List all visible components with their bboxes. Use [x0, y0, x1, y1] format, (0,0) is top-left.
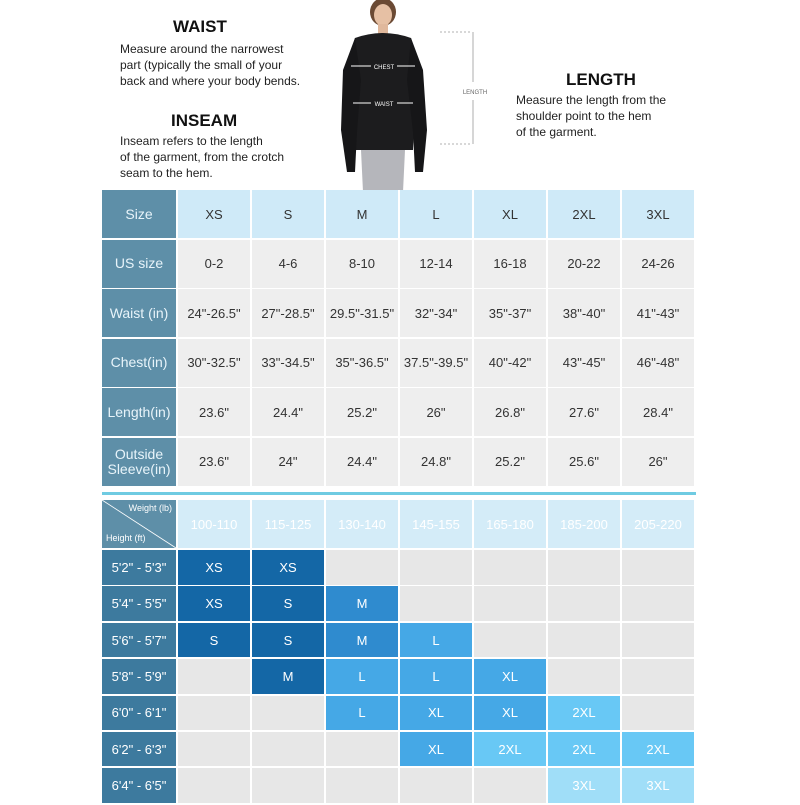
- fit-row: [102, 696, 696, 732]
- fit-row: [102, 659, 696, 695]
- table-cell: 24"-26.5": [178, 289, 252, 337]
- table-row-sleeve: [102, 438, 696, 488]
- row-header: Chest(in): [102, 339, 178, 387]
- size-measurement-table: [102, 190, 696, 488]
- table-cell: 29.5"-31.5": [326, 289, 400, 337]
- fit-cell: [622, 659, 696, 694]
- length-label: LENGTH: [462, 90, 488, 96]
- weight-header: 185-200: [548, 500, 622, 548]
- fit-row: [102, 623, 696, 659]
- fit-cell: 3XL: [622, 768, 696, 803]
- table-cell: 20-22: [548, 240, 622, 288]
- table-row-chest: [102, 339, 696, 389]
- table-cell: S: [252, 190, 326, 238]
- fit-cell: 2XL: [548, 696, 622, 731]
- fit-cell: [622, 623, 696, 658]
- row-header: Outside Sleeve(in): [102, 438, 178, 486]
- table-cell: 33"-34.5": [252, 339, 326, 387]
- waist-label: WAIST: [374, 102, 394, 108]
- fit-cell: XL: [400, 732, 474, 767]
- table-cell: 32"-34": [400, 289, 474, 337]
- fit-cell: [474, 550, 548, 585]
- table-cell: 25.6": [548, 438, 622, 486]
- fit-cell: [400, 768, 474, 803]
- table-cell: 26": [400, 388, 474, 436]
- fit-cell: [178, 732, 252, 767]
- fit-cell: XS: [178, 550, 252, 585]
- length-heading: LENGTH: [566, 70, 636, 89]
- table-cell: XS: [178, 190, 252, 238]
- fit-cell: XS: [178, 586, 252, 621]
- table-row-length: [102, 388, 696, 438]
- inseam-description: [120, 133, 320, 181]
- table-cell: 16-18: [474, 240, 548, 288]
- corner-weight-label: Weight (lb): [128, 503, 172, 513]
- height-header: 6'0" - 6'1": [102, 696, 178, 731]
- inseam-line-1: Inseam refers to the length: [120, 134, 263, 148]
- model-figure: [325, 0, 488, 192]
- height-header: 5'4" - 5'5": [102, 586, 178, 621]
- fit-cell: [622, 586, 696, 621]
- fit-cell: [252, 696, 326, 731]
- fit-cell: 3XL: [548, 768, 622, 803]
- fit-cell: [474, 586, 548, 621]
- height-weight-fit-chart: [102, 500, 696, 805]
- fit-cell: L: [400, 659, 474, 694]
- fit-cell: [178, 696, 252, 731]
- fit-cell: [326, 768, 400, 803]
- fit-cell: 2XL: [622, 732, 696, 767]
- table-cell: 30"-32.5": [178, 339, 252, 387]
- table-cell: 27"-28.5": [252, 289, 326, 337]
- fit-cell: [548, 623, 622, 658]
- fit-cell: M: [326, 586, 400, 621]
- fit-cell: [400, 586, 474, 621]
- table-cell: 8-10: [326, 240, 400, 288]
- table-cell: 41"-43": [622, 289, 696, 337]
- fit-cell: [326, 550, 400, 585]
- fit-cell: 2XL: [474, 732, 548, 767]
- table-cell: 35"-36.5": [326, 339, 400, 387]
- table-cell: 35"-37": [474, 289, 548, 337]
- table-cell: 4-6: [252, 240, 326, 288]
- fit-cell: XL: [474, 659, 548, 694]
- table-cell: 25.2": [474, 438, 548, 486]
- fit-cell: 2XL: [548, 732, 622, 767]
- length-description: [516, 92, 696, 140]
- table-cell: XL: [474, 190, 548, 238]
- inseam-line-3: seam to the hem.: [120, 166, 213, 180]
- fit-corner-cell: [102, 500, 178, 548]
- waist-line-2: part (typically the small of your: [120, 58, 283, 72]
- weight-header: 100-110: [178, 500, 252, 548]
- fit-cell: XL: [400, 696, 474, 731]
- fit-row: [102, 768, 696, 804]
- length-line-2: shoulder point to the hem: [516, 109, 652, 123]
- table-cell: 25.2": [326, 388, 400, 436]
- fit-cell: [252, 732, 326, 767]
- weight-header: 205-220: [622, 500, 696, 548]
- table-row-us-size: [102, 240, 696, 290]
- height-header: 5'2" - 5'3": [102, 550, 178, 585]
- waist-description: [120, 41, 320, 89]
- chest-label: CHEST: [373, 65, 395, 71]
- fit-cell: [548, 550, 622, 585]
- weight-header: 130-140: [326, 500, 400, 548]
- waist-heading: WAIST: [173, 17, 227, 36]
- fit-row: [102, 550, 696, 586]
- fit-cell: [474, 623, 548, 658]
- table-cell: 43"-45": [548, 339, 622, 387]
- inseam-line-2: of the garment, from the crotch: [120, 150, 285, 164]
- row-header: US size: [102, 240, 178, 288]
- table-cell: 24.4": [252, 388, 326, 436]
- fit-cell: [548, 586, 622, 621]
- waist-line-1: Measure around the narrowest: [120, 42, 284, 56]
- table-cell: 46"-48": [622, 339, 696, 387]
- section-divider: [102, 492, 696, 495]
- height-header: 6'4" - 6'5": [102, 768, 178, 803]
- fit-cell: S: [252, 623, 326, 658]
- fit-cell: [400, 550, 474, 585]
- table-cell: 24": [252, 438, 326, 486]
- row-header: Length(in): [102, 388, 178, 436]
- table-cell: 23.6": [178, 438, 252, 486]
- fit-cell: L: [400, 623, 474, 658]
- waist-line-3: back and where your body bends.: [120, 74, 301, 88]
- table-cell: 27.6": [548, 388, 622, 436]
- table-cell: 12-14: [400, 240, 474, 288]
- table-cell: 40"-42": [474, 339, 548, 387]
- table-cell: 23.6": [178, 388, 252, 436]
- table-row-waist: [102, 289, 696, 339]
- table-cell: M: [326, 190, 400, 238]
- fit-cell: [252, 768, 326, 803]
- table-cell: 2XL: [548, 190, 622, 238]
- table-cell: 38"-40": [548, 289, 622, 337]
- fit-cell: S: [178, 623, 252, 658]
- fit-cell: [178, 768, 252, 803]
- fit-row: [102, 586, 696, 622]
- fit-row: [102, 732, 696, 768]
- fit-cell: XS: [252, 550, 326, 585]
- fit-cell: [178, 659, 252, 694]
- table-cell: L: [400, 190, 474, 238]
- table-cell: 24.8": [400, 438, 474, 486]
- height-header: 6'2" - 6'3": [102, 732, 178, 767]
- fit-cell: L: [326, 659, 400, 694]
- length-line-1: Measure the length from the: [516, 93, 667, 107]
- length-line-3: of the garment.: [516, 125, 597, 139]
- row-header: Size: [102, 190, 178, 238]
- table-row-size: [102, 190, 696, 240]
- corner-height-label: Height (ft): [106, 533, 146, 543]
- fit-cell: [622, 550, 696, 585]
- table-cell: 37.5"-39.5": [400, 339, 474, 387]
- fit-header-row: [102, 500, 696, 550]
- fit-cell: [474, 768, 548, 803]
- table-cell: 0-2: [178, 240, 252, 288]
- table-cell: 26.8": [474, 388, 548, 436]
- fit-cell: S: [252, 586, 326, 621]
- weight-header: 165-180: [474, 500, 548, 548]
- table-cell: 28.4": [622, 388, 696, 436]
- fit-cell: XL: [474, 696, 548, 731]
- height-header: 5'6" - 5'7": [102, 623, 178, 658]
- table-cell: 24.4": [326, 438, 400, 486]
- table-cell: 3XL: [622, 190, 696, 238]
- fit-cell: M: [326, 623, 400, 658]
- fit-cell: [548, 659, 622, 694]
- table-cell: 26": [622, 438, 696, 486]
- fit-cell: M: [252, 659, 326, 694]
- height-header: 5'8" - 5'9": [102, 659, 178, 694]
- row-header: Waist (in): [102, 289, 178, 337]
- weight-header: 145-155: [400, 500, 474, 548]
- fit-cell: L: [326, 696, 400, 731]
- fit-cell: [622, 696, 696, 731]
- inseam-heading: INSEAM: [171, 111, 238, 130]
- fit-cell: [326, 732, 400, 767]
- weight-header: 115-125: [252, 500, 326, 548]
- table-cell: 24-26: [622, 240, 696, 288]
